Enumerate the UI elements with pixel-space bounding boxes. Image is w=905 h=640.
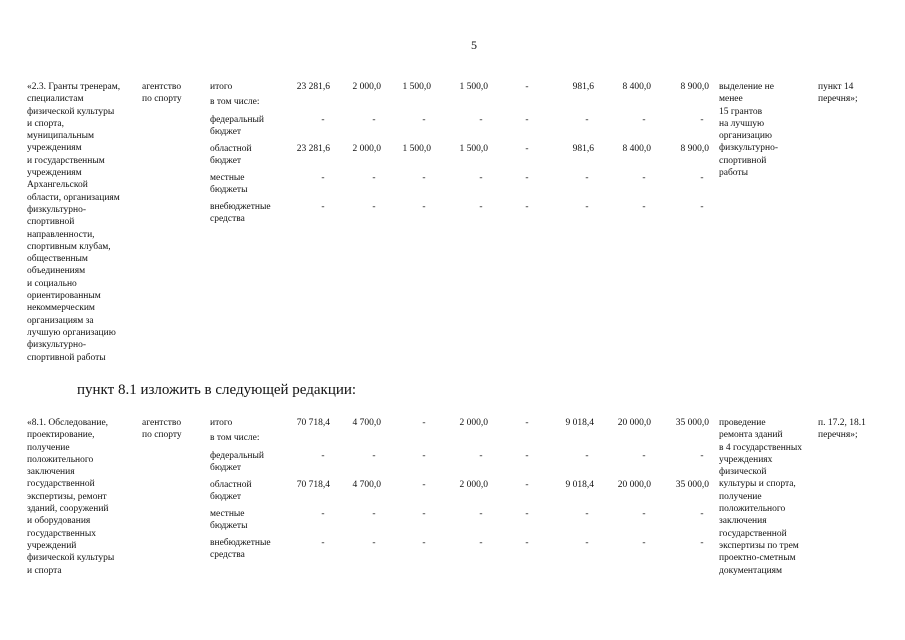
funding-value: - bbox=[700, 202, 704, 212]
funding-value: 8 400,0 bbox=[622, 82, 651, 92]
funding-source-label: федеральный бюджет bbox=[210, 451, 264, 474]
funding-value: 8 900,0 bbox=[680, 82, 709, 92]
activity-description: «2.3. Гранты тренерам, специалистам физической культуры и спорта, муниципальным учреждениям и государственным учреждениям Архангельской области, организациям физкультурно- спортивной направленности, спортивным клубам, общественным объединениям и социально ориентированным некоммерческим организациям за лучшую организацию физкультурно- спортивной работы bbox=[27, 82, 121, 363]
funding-value: - bbox=[479, 538, 483, 548]
funding-value: - bbox=[525, 115, 529, 125]
funding-value: 9 018,4 bbox=[565, 480, 594, 490]
funding-value: - bbox=[642, 115, 646, 125]
expected-result: проведение ремонта зданий в 4 государственных учреждениях физической культуры и спорта, получение положительного заключения государственной экспертизы по трем проектно-сметным документациям bbox=[719, 418, 802, 576]
funding-value: 981,6 bbox=[572, 82, 594, 92]
funding-value: 4 700,0 bbox=[352, 418, 381, 428]
funding-value: 2 000,0 bbox=[459, 480, 488, 490]
funding-value: 8 900,0 bbox=[680, 144, 709, 154]
activity-description: «8.1. Обследование, проектирование, получение положительного заключения государственной экспертизы, ремонт зданий, сооружений и оборудования государственных учреждений физической культуры и спорта bbox=[27, 418, 115, 576]
funding-source-label: областной бюджет bbox=[210, 144, 252, 167]
funding-value: - bbox=[585, 451, 589, 461]
funding-value: 23 281,6 bbox=[296, 144, 330, 154]
funding-value: - bbox=[321, 202, 325, 212]
funding-value: 9 018,4 bbox=[565, 418, 594, 428]
executor: агентство по спорту bbox=[142, 418, 182, 441]
funding-value: - bbox=[479, 451, 483, 461]
funding-value: - bbox=[422, 173, 426, 183]
funding-value: 35 000,0 bbox=[675, 418, 709, 428]
funding-value: - bbox=[479, 115, 483, 125]
funding-value: 1 500,0 bbox=[402, 144, 431, 154]
executor: агентство по спорту bbox=[142, 82, 182, 105]
funding-value: 4 700,0 bbox=[352, 480, 381, 490]
funding-value: - bbox=[372, 115, 376, 125]
funding-value: 20 000,0 bbox=[617, 418, 651, 428]
funding-source-label: местные бюджеты bbox=[210, 509, 248, 532]
funding-value: - bbox=[479, 509, 483, 519]
funding-value: - bbox=[525, 144, 529, 154]
funding-value: - bbox=[585, 202, 589, 212]
funding-value: - bbox=[321, 451, 325, 461]
funding-value: - bbox=[372, 202, 376, 212]
funding-source-label: итого bbox=[210, 418, 233, 428]
funding-value: 1 500,0 bbox=[402, 82, 431, 92]
funding-value: 2 000,0 bbox=[352, 144, 381, 154]
funding-value: - bbox=[525, 538, 529, 548]
funding-value: 23 281,6 bbox=[296, 82, 330, 92]
funding-value: - bbox=[479, 202, 483, 212]
funding-value: - bbox=[321, 115, 325, 125]
funding-value: - bbox=[321, 509, 325, 519]
funding-source-label: внебюджетные средства bbox=[210, 202, 271, 225]
funding-value: - bbox=[372, 173, 376, 183]
funding-value: - bbox=[700, 173, 704, 183]
funding-value: - bbox=[642, 202, 646, 212]
funding-value: 2 000,0 bbox=[352, 82, 381, 92]
funding-source-label: итого bbox=[210, 82, 233, 92]
funding-value: - bbox=[700, 115, 704, 125]
funding-source-label: внебюджетные средства bbox=[210, 538, 271, 561]
funding-source-label: федеральный бюджет bbox=[210, 115, 264, 138]
funding-value: - bbox=[525, 509, 529, 519]
funding-value: 20 000,0 bbox=[617, 480, 651, 490]
reference: пункт 14 перечня»; bbox=[818, 82, 858, 105]
funding-value: - bbox=[585, 173, 589, 183]
funding-value: - bbox=[585, 538, 589, 548]
funding-value: - bbox=[525, 202, 529, 212]
expected-result: выделение не менее 15 грантов на лучшую организацию физкультурно- спортивной работы bbox=[719, 82, 779, 179]
funding-value: - bbox=[700, 451, 704, 461]
reference: п. 17.2, 18.1 перечня»; bbox=[818, 418, 866, 441]
funding-value: - bbox=[321, 538, 325, 548]
funding-value: - bbox=[585, 115, 589, 125]
funding-value: - bbox=[642, 173, 646, 183]
funding-value: - bbox=[700, 538, 704, 548]
funding-value: 35 000,0 bbox=[675, 480, 709, 490]
funding-value: - bbox=[525, 451, 529, 461]
funding-value: - bbox=[422, 451, 426, 461]
funding-value: - bbox=[585, 509, 589, 519]
funding-value: - bbox=[422, 418, 426, 428]
funding-value: - bbox=[422, 202, 426, 212]
funding-source-label: в том числе: bbox=[210, 97, 260, 107]
funding-value: - bbox=[372, 538, 376, 548]
funding-value: - bbox=[642, 451, 646, 461]
funding-value: 70 718,4 bbox=[296, 480, 330, 490]
section-heading: пункт 8.1 изложить в следующей редакции: bbox=[77, 382, 357, 398]
funding-value: - bbox=[525, 480, 529, 490]
funding-value: - bbox=[422, 509, 426, 519]
funding-source-label: в том числе: bbox=[210, 433, 260, 443]
funding-value: - bbox=[642, 538, 646, 548]
funding-value: 1 500,0 bbox=[459, 82, 488, 92]
funding-value: 1 500,0 bbox=[459, 144, 488, 154]
funding-value: 70 718,4 bbox=[296, 418, 330, 428]
funding-value: - bbox=[422, 538, 426, 548]
funding-value: 981,6 bbox=[572, 144, 594, 154]
funding-value: 2 000,0 bbox=[459, 418, 488, 428]
funding-value: - bbox=[525, 82, 529, 92]
funding-value: - bbox=[525, 173, 529, 183]
funding-value: - bbox=[642, 509, 646, 519]
funding-value: - bbox=[372, 451, 376, 461]
funding-value: - bbox=[422, 480, 426, 490]
funding-value: 8 400,0 bbox=[622, 144, 651, 154]
funding-source-label: областной бюджет bbox=[210, 480, 252, 503]
funding-value: - bbox=[479, 173, 483, 183]
funding-value: - bbox=[700, 509, 704, 519]
funding-value: - bbox=[372, 509, 376, 519]
funding-value: - bbox=[422, 115, 426, 125]
page-number: 5 bbox=[471, 38, 477, 52]
funding-value: - bbox=[321, 173, 325, 183]
funding-value: - bbox=[525, 418, 529, 428]
funding-source-label: местные бюджеты bbox=[210, 173, 248, 196]
